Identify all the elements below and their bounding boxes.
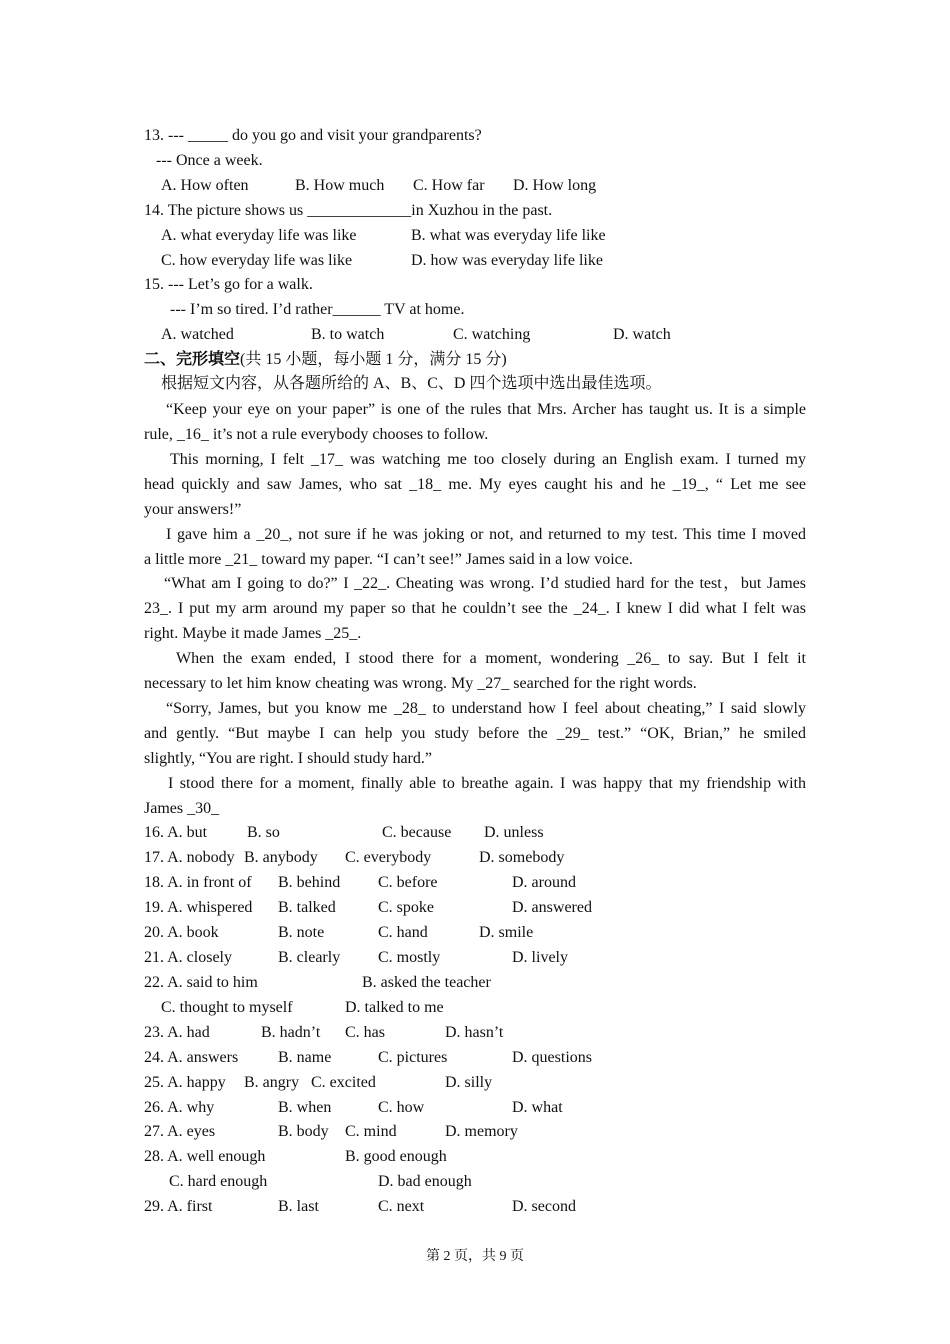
q25-option-d: D. silly (445, 1074, 493, 1091)
q19-option-d: D. answered (512, 899, 592, 916)
q22-option-d: D. talked to me (345, 999, 444, 1016)
q13-option-a: A. How often (161, 177, 249, 194)
q29-option-b: B. last (278, 1198, 319, 1215)
q13-option-d: D. How long (513, 177, 597, 194)
q27-option-c: C. mind (345, 1123, 397, 1140)
section-instruction: 根据短文内容，从各题所给的 A、B、C、D 四个选项中选出最佳选项。 (161, 375, 662, 392)
passage-line-17: James _30_ (144, 800, 220, 817)
q22-option-c: C. thought to myself (161, 999, 293, 1016)
passage-line-8: “What am I going to do?” I _22_. Cheating was wrong. I’d studied hard for the test，but James (164, 575, 806, 592)
passage-line-15: slightly, “You are right. I should study hard.” (144, 750, 432, 767)
q13-stem: 13. --- _____ do you go and visit your grandparents? (144, 127, 482, 144)
passage-line-12: necessary to let him know cheating was wrong. My _27_ searched for the right words. (144, 675, 697, 692)
q24-option-b: B. name (278, 1049, 332, 1066)
q24-option-c: C. pictures (378, 1049, 448, 1066)
q14-option-b: B. what was everyday life like (411, 227, 606, 244)
passage-line-14: and gently. “But maybe I can help you study before the _29_ test.” “OK, Brian,” he smiled (144, 725, 806, 742)
passage-line-7: a little more _21_ toward my paper. “I can’t see!” James said in a low voice. (144, 551, 633, 568)
q21-option-c: C. mostly (378, 949, 441, 966)
q14-option-d: D. how was everyday life like (411, 252, 603, 269)
q25-option-a: 25. A. happy (144, 1074, 226, 1091)
q24-option-a: 24. A. answers (144, 1049, 239, 1066)
q16-option-b: B. so (247, 824, 280, 841)
q23-option-a: 23. A. had (144, 1024, 210, 1041)
q27-option-a: 27. A. eyes (144, 1123, 216, 1140)
q23-option-c: C. has (345, 1024, 385, 1041)
q14-stem: 14. The picture shows us _____________in Xuzhou in the past. (144, 202, 553, 219)
q13-option-c: C. How far (413, 177, 485, 194)
q15-option-b: B. to watch (311, 326, 385, 343)
q27-option-b: B. body (278, 1123, 329, 1140)
q28-option-d: D. bad enough (378, 1173, 472, 1190)
q25-option-b: B. angry (244, 1074, 300, 1091)
q18-option-b: B. behind (278, 874, 341, 891)
q19-option-b: B. talked (278, 899, 336, 916)
passage-line-9: 23_. I put my arm around my paper so that he couldn’t see the _24_. I knew I did what I felt was (144, 600, 806, 617)
q21-option-d: D. lively (512, 949, 568, 966)
q14-option-a: A. what everyday life was like (161, 227, 357, 244)
passage-line-1: “Keep your eye on your paper” is one of the rules that Mrs. Archer has taught us. It is a simple (166, 401, 806, 418)
q17-option-c: C. everybody (345, 849, 432, 866)
q20-option-a: 20. A. book (144, 924, 219, 941)
q20-option-c: C. hand (378, 924, 428, 941)
q16-option-d: D. unless (484, 824, 544, 841)
q17-option-d: D. somebody (479, 849, 565, 866)
q20-option-d: D. smile (479, 924, 534, 941)
q16-option-c: C. because (382, 824, 452, 841)
q17-option-a: 17. A. nobody (144, 849, 235, 866)
q13-reply: --- Once a week. (156, 152, 263, 169)
passage-line-6: I gave him a _20_, not sure if he was joking or not, and returned to my test. This time I moved (166, 526, 806, 543)
q24-option-d: D. questions (512, 1049, 592, 1066)
section-heading-rest: (共 15 小题，每小题 1 分，满分 15 分) (240, 351, 507, 368)
q17-option-b: B. anybody (244, 849, 318, 866)
q28-option-a: 28. A. well enough (144, 1148, 266, 1165)
q14-option-c: C. how everyday life was like (161, 252, 353, 269)
passage-line-11: When the exam ended, I stood there for a moment, wondering _26_ to say. But I felt it (176, 650, 806, 667)
q15-stem: 15. --- Let’s go for a walk. (144, 276, 313, 293)
passage-line-10: right. Maybe it made James _25_. (144, 625, 362, 642)
page-footer: 第 2 页，共 9 页 (426, 1249, 524, 1264)
passage-line-2: rule, _16_ it’s not a rule everybody chooses to follow. (144, 426, 489, 443)
q15-option-c: C. watching (453, 326, 531, 343)
q25-option-c: C. excited (311, 1074, 376, 1091)
q15-option-d: D. watch (613, 326, 671, 343)
q21-option-b: B. clearly (278, 949, 341, 966)
section-heading-bold: 二、完形填空 (144, 351, 241, 368)
q18-option-a: 18. A. in front of (144, 874, 252, 891)
q29-option-d: D. second (512, 1198, 576, 1215)
q23-option-b: B. hadn’t (261, 1024, 321, 1041)
q16-option-a: 16. A. but (144, 824, 208, 841)
passage-line-5: your answers!” (144, 501, 242, 518)
q22-option-a: 22. A. said to him (144, 974, 258, 991)
q29-option-c: C. next (378, 1198, 425, 1215)
q29-option-a: 29. A. first (144, 1198, 213, 1215)
q15-reply: --- I’m so tired. I’d rather______ TV at home. (170, 301, 465, 318)
q23-option-d: D. hasn’t (445, 1024, 504, 1041)
q20-option-b: B. note (278, 924, 325, 941)
passage-line-16: I stood there for a moment, finally able to breathe again. I was happy that my friendship with (168, 775, 806, 792)
q28-option-b: B. good enough (345, 1148, 447, 1165)
q18-option-c: C. before (378, 874, 438, 891)
q26-option-c: C. how (378, 1099, 425, 1116)
q26-option-b: B. when (278, 1099, 332, 1116)
section-heading (144, 350, 507, 370)
q26-option-d: D. what (512, 1099, 563, 1116)
q22-option-b: B. asked the teacher (362, 974, 491, 991)
q21-option-a: 21. A. closely (144, 949, 232, 966)
q18-option-d: D. around (512, 874, 576, 891)
q27-option-d: D. memory (445, 1123, 518, 1140)
q28-option-c: C. hard enough (169, 1173, 268, 1190)
q15-option-a: A. watched (161, 326, 234, 343)
q26-option-a: 26. A. why (144, 1099, 215, 1116)
q19-option-a: 19. A. whispered (144, 899, 253, 916)
passage-line-3: This morning, I felt _17_ was watching me too closely during an English exam. I turned my (170, 451, 806, 468)
q19-option-c: C. spoke (378, 899, 434, 916)
q13-option-b: B. How much (295, 177, 385, 194)
passage-line-4: head quickly and saw James, who sat _18_ me. My eyes caught his and he _19_, “ Let me see (144, 476, 806, 493)
passage-line-13: “Sorry, James, but you know me _28_ to understand how I feel about cheating,” I said slowly (166, 700, 806, 717)
